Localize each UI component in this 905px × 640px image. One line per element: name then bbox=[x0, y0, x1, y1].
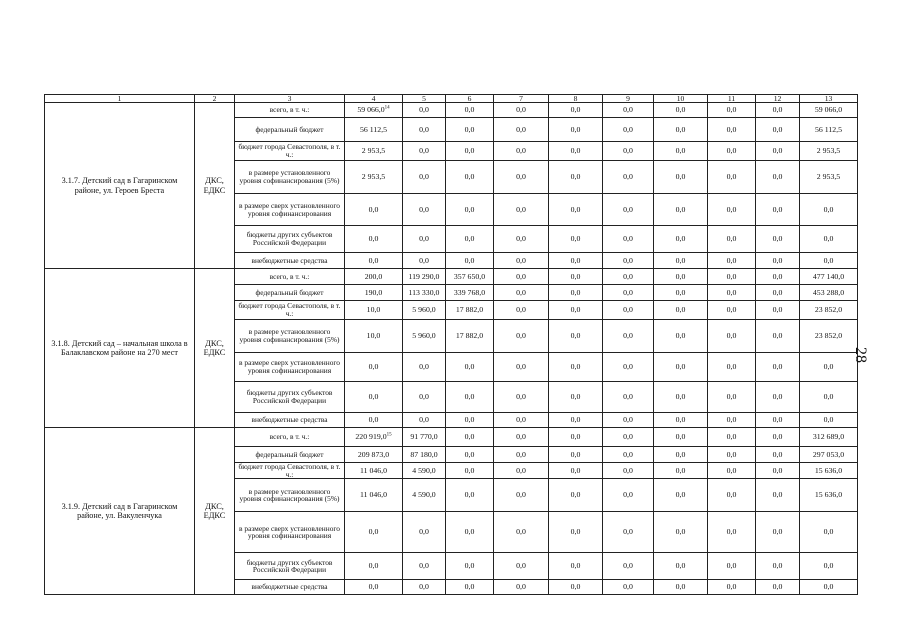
value-cell: 0,0 bbox=[708, 353, 756, 382]
value-cell: 0,0 bbox=[494, 253, 549, 269]
value-cell: 4 590,0 bbox=[403, 463, 446, 479]
value-cell bbox=[345, 194, 403, 226]
value-cell: 0,0 bbox=[494, 226, 549, 253]
value-cell: 0,0 bbox=[708, 580, 756, 595]
value-cell: 0,0 bbox=[708, 253, 756, 269]
value-cell: 23 852,0 bbox=[800, 320, 858, 353]
value-cell: 0,0 bbox=[446, 253, 494, 269]
value-cell: 0,0 bbox=[549, 194, 603, 226]
object-name: 3.1.8. Детский сад – начальная школа в Балаклавском районе на 270 мест bbox=[45, 269, 195, 428]
financing-table bbox=[44, 94, 858, 595]
value-cell: 0,0 bbox=[549, 353, 603, 382]
value-cell: 0,0 bbox=[654, 194, 708, 226]
value-cell: 0,0 bbox=[756, 320, 800, 353]
value-cell: 0,0 bbox=[654, 428, 708, 447]
value-cell: 0,0 bbox=[494, 285, 549, 301]
value-cell: 0,0 bbox=[603, 285, 654, 301]
value-cell: 0,0 bbox=[756, 161, 800, 194]
value-cell bbox=[345, 142, 403, 161]
value-cell bbox=[345, 447, 403, 463]
col-header: 12 bbox=[756, 95, 800, 103]
value-cell: 0,0 bbox=[494, 161, 549, 194]
value-cell: 0,0 bbox=[756, 103, 800, 118]
value-cell bbox=[345, 580, 403, 595]
value-cell: 0,0 bbox=[446, 512, 494, 553]
value-text: 0,0 bbox=[368, 561, 379, 571]
col-header: 3 bbox=[235, 95, 345, 103]
value-cell: 0,0 bbox=[800, 553, 858, 580]
value-cell: 0,0 bbox=[446, 447, 494, 463]
value-cell: 0,0 bbox=[654, 269, 708, 285]
funding-source: федеральный бюджет bbox=[235, 285, 345, 301]
value-cell: 0,0 bbox=[403, 253, 446, 269]
value-cell: 0,0 bbox=[446, 226, 494, 253]
value-cell: 0,0 bbox=[549, 301, 603, 320]
funding-source: федеральный бюджет bbox=[235, 118, 345, 142]
value-text: 0,0 bbox=[368, 527, 379, 537]
value-cell: 0,0 bbox=[403, 194, 446, 226]
funding-source: внебюджетные средства bbox=[235, 580, 345, 595]
value-cell: 0,0 bbox=[494, 382, 549, 413]
value-cell: 0,0 bbox=[549, 253, 603, 269]
value-cell: 0,0 bbox=[800, 512, 858, 553]
value-cell: 0,0 bbox=[654, 512, 708, 553]
value-cell: 0,0 bbox=[654, 226, 708, 253]
value-cell: 0,0 bbox=[708, 382, 756, 413]
value-cell: 15 636,0 bbox=[800, 463, 858, 479]
header-row bbox=[45, 95, 858, 103]
value-text: 0,0 bbox=[368, 255, 379, 265]
value-cell: 0,0 bbox=[549, 463, 603, 479]
value-cell: 0,0 bbox=[494, 428, 549, 447]
value-cell: 0,0 bbox=[756, 118, 800, 142]
value-cell: 0,0 bbox=[494, 142, 549, 161]
value-cell: 0,0 bbox=[494, 413, 549, 428]
value-cell: 0,0 bbox=[603, 512, 654, 553]
col-header: 7 bbox=[494, 95, 549, 103]
value-cell: 0,0 bbox=[549, 269, 603, 285]
value-cell: 0,0 bbox=[708, 142, 756, 161]
funding-source: внебюджетные средства bbox=[235, 413, 345, 428]
value-cell: 0,0 bbox=[756, 285, 800, 301]
funding-source: в размере установленного уровня софинансирования (5%) bbox=[235, 479, 345, 512]
value-cell: 0,0 bbox=[708, 320, 756, 353]
value-cell: 0,0 bbox=[603, 353, 654, 382]
value-cell: 0,0 bbox=[549, 512, 603, 553]
value-cell: 0,0 bbox=[494, 447, 549, 463]
value-cell: 0,0 bbox=[800, 253, 858, 269]
value-cell: 0,0 bbox=[403, 353, 446, 382]
col-header: 8 bbox=[549, 95, 603, 103]
page-number: 28 bbox=[852, 347, 869, 363]
col-header: 4 bbox=[345, 95, 403, 103]
responsible-executor: ДКС, ЕДКС bbox=[195, 103, 235, 269]
value-cell: 0,0 bbox=[603, 447, 654, 463]
value-cell: 477 140,0 bbox=[800, 269, 858, 285]
value-cell bbox=[345, 301, 403, 320]
value-cell: 0,0 bbox=[654, 553, 708, 580]
value-cell: 0,0 bbox=[708, 285, 756, 301]
value-cell: 0,0 bbox=[708, 161, 756, 194]
value-cell: 0,0 bbox=[603, 253, 654, 269]
value-text: 11 046,0 bbox=[360, 490, 387, 500]
value-cell bbox=[345, 226, 403, 253]
value-cell: 59 066,0 bbox=[800, 103, 858, 118]
value-cell: 0,0 bbox=[549, 580, 603, 595]
value-cell: 0,0 bbox=[654, 103, 708, 118]
value-cell: 0,0 bbox=[446, 428, 494, 447]
value-cell: 0,0 bbox=[494, 512, 549, 553]
value-cell: 0,0 bbox=[756, 269, 800, 285]
value-cell: 0,0 bbox=[756, 413, 800, 428]
value-cell: 0,0 bbox=[403, 226, 446, 253]
value-text: 10,0 bbox=[366, 305, 381, 314]
value-cell: 0,0 bbox=[708, 479, 756, 512]
col-header: 13 bbox=[800, 95, 858, 103]
value-cell: 0,0 bbox=[603, 142, 654, 161]
value-cell: 0,0 bbox=[800, 194, 858, 226]
value-cell: 0,0 bbox=[756, 428, 800, 447]
value-cell: 0,0 bbox=[756, 580, 800, 595]
value-cell: 0,0 bbox=[549, 413, 603, 428]
value-cell: 0,0 bbox=[654, 320, 708, 353]
value-cell: 0,0 bbox=[654, 285, 708, 301]
value-cell: 0,0 bbox=[708, 226, 756, 253]
value-cell: 15 636,0 bbox=[800, 479, 858, 512]
value-cell: 0,0 bbox=[494, 103, 549, 118]
value-cell: 0,0 bbox=[654, 118, 708, 142]
funding-source: бюджет города Севастополя, в т. ч.: bbox=[235, 301, 345, 320]
value-cell: 0,0 bbox=[654, 447, 708, 463]
value-cell: 23 852,0 bbox=[800, 301, 858, 320]
funding-source: бюджеты других субъектов Российской Федерации bbox=[235, 226, 345, 253]
value-cell: 0,0 bbox=[708, 269, 756, 285]
funding-source: бюджеты других субъектов Российской Федерации bbox=[235, 382, 345, 413]
value-cell: 0,0 bbox=[549, 161, 603, 194]
value-cell bbox=[345, 463, 403, 479]
col-header: 5 bbox=[403, 95, 446, 103]
value-cell: 0,0 bbox=[446, 413, 494, 428]
value-cell bbox=[345, 553, 403, 580]
value-cell: 0,0 bbox=[403, 118, 446, 142]
value-cell: 0,0 bbox=[446, 553, 494, 580]
value-cell: 0,0 bbox=[654, 580, 708, 595]
value-cell: 0,0 bbox=[603, 118, 654, 142]
value-cell: 0,0 bbox=[800, 413, 858, 428]
value-cell: 0,0 bbox=[654, 161, 708, 194]
value-text: 0,0 bbox=[368, 362, 379, 371]
value-text: 2 953,5 bbox=[361, 172, 386, 181]
value-cell: 0,0 bbox=[549, 285, 603, 301]
value-cell: 0,0 bbox=[446, 161, 494, 194]
value-cell: 0,0 bbox=[654, 142, 708, 161]
col-header: 9 bbox=[603, 95, 654, 103]
value-cell: 0,0 bbox=[756, 447, 800, 463]
value-cell: 0,0 bbox=[756, 553, 800, 580]
value-cell: 0,0 bbox=[403, 512, 446, 553]
value-cell: 0,0 bbox=[549, 447, 603, 463]
funding-source: бюджет города Севастополя, в т. ч.: bbox=[235, 142, 345, 161]
value-cell: 0,0 bbox=[603, 320, 654, 353]
value-cell bbox=[345, 479, 403, 512]
value-cell: 0,0 bbox=[756, 301, 800, 320]
value-cell: 0,0 bbox=[549, 118, 603, 142]
value-cell: 0,0 bbox=[756, 226, 800, 253]
value-cell: 0,0 bbox=[654, 463, 708, 479]
value-cell: 0,0 bbox=[708, 301, 756, 320]
value-cell: 17 882,0 bbox=[446, 320, 494, 353]
value-cell: 0,0 bbox=[403, 103, 446, 118]
value-cell: 0,0 bbox=[403, 382, 446, 413]
value-cell: 0,0 bbox=[708, 103, 756, 118]
value-cell: 0,0 bbox=[603, 226, 654, 253]
value-cell: 0,0 bbox=[708, 553, 756, 580]
value-cell: 0,0 bbox=[494, 118, 549, 142]
value-cell: 0,0 bbox=[446, 194, 494, 226]
value-cell: 0,0 bbox=[494, 580, 549, 595]
value-cell: 0,0 bbox=[654, 253, 708, 269]
value-cell: 0,0 bbox=[549, 479, 603, 512]
value-cell: 5 960,0 bbox=[403, 301, 446, 320]
value-text: 11 046,0 bbox=[360, 465, 387, 475]
value-cell: 0,0 bbox=[654, 353, 708, 382]
value-cell: 0,0 bbox=[800, 226, 858, 253]
value-cell: 0,0 bbox=[446, 479, 494, 512]
value-text: 0,0 bbox=[368, 392, 379, 401]
funding-source: в размере установленного уровня софинансирования (5%) bbox=[235, 161, 345, 194]
value-cell: 0,0 bbox=[403, 553, 446, 580]
value-cell: 0,0 bbox=[756, 382, 800, 413]
value-cell bbox=[345, 413, 403, 428]
funding-source: всего, в т. ч.: bbox=[235, 103, 345, 118]
value-text: 190,0 bbox=[364, 287, 383, 297]
value-cell: 0,0 bbox=[403, 413, 446, 428]
value-cell: 0,0 bbox=[756, 194, 800, 226]
value-cell: 0,0 bbox=[603, 580, 654, 595]
value-cell: 0,0 bbox=[756, 142, 800, 161]
value-cell: 0,0 bbox=[446, 382, 494, 413]
value-cell bbox=[345, 253, 403, 269]
value-cell: 0,0 bbox=[494, 463, 549, 479]
value-cell: 0,0 bbox=[603, 301, 654, 320]
value-cell: 0,0 bbox=[708, 428, 756, 447]
value-cell: 0,0 bbox=[756, 512, 800, 553]
table-row bbox=[45, 103, 858, 118]
value-cell: 0,0 bbox=[494, 269, 549, 285]
col-header: 6 bbox=[446, 95, 494, 103]
value-text: 56 112,5 bbox=[360, 124, 387, 134]
value-cell: 0,0 bbox=[708, 447, 756, 463]
footnote-mark: 14 bbox=[384, 105, 390, 111]
value-cell: 0,0 bbox=[654, 301, 708, 320]
value-cell: 357 650,0 bbox=[446, 269, 494, 285]
value-text: 2 953,5 bbox=[361, 146, 386, 155]
value-cell: 91 770,0 bbox=[403, 428, 446, 447]
value-cell: 0,0 bbox=[708, 512, 756, 553]
value-cell: 0,0 bbox=[800, 353, 858, 382]
funding-source: в размере сверх установленного уровня софинансирования bbox=[235, 194, 345, 226]
value-cell: 0,0 bbox=[494, 353, 549, 382]
col-header: 10 bbox=[654, 95, 708, 103]
value-cell: 0,0 bbox=[603, 194, 654, 226]
value-cell: 0,0 bbox=[446, 103, 494, 118]
funding-source: внебюджетные средства bbox=[235, 253, 345, 269]
value-cell: 0,0 bbox=[800, 382, 858, 413]
responsible-executor: ДКС, ЕДКС bbox=[195, 269, 235, 428]
funding-source: всего, в т. ч.: bbox=[235, 269, 345, 285]
table-row bbox=[45, 269, 858, 285]
value-cell: 0,0 bbox=[549, 226, 603, 253]
value-cell: 0,0 bbox=[549, 320, 603, 353]
value-cell: 4 590,0 bbox=[403, 479, 446, 512]
value-cell: 0,0 bbox=[446, 580, 494, 595]
value-cell: 0,0 bbox=[603, 479, 654, 512]
value-text: 200,0 bbox=[364, 271, 383, 281]
value-cell: 0,0 bbox=[446, 463, 494, 479]
value-cell: 0,0 bbox=[756, 479, 800, 512]
value-cell: 0,0 bbox=[708, 413, 756, 428]
responsible-executor: ДКС, ЕДКС bbox=[195, 428, 235, 595]
value-cell: 2 953,5 bbox=[800, 142, 858, 161]
value-cell: 0,0 bbox=[603, 413, 654, 428]
value-cell: 0,0 bbox=[494, 553, 549, 580]
value-text: 0,0 bbox=[368, 204, 379, 214]
value-cell: 0,0 bbox=[549, 553, 603, 580]
value-cell: 297 053,0 bbox=[800, 447, 858, 463]
value-cell: 0,0 bbox=[654, 382, 708, 413]
value-cell: 0,0 bbox=[549, 428, 603, 447]
funding-source: в размере сверх установленного уровня софинансирования bbox=[235, 512, 345, 553]
value-cell bbox=[345, 320, 403, 353]
value-cell: 0,0 bbox=[446, 118, 494, 142]
value-cell bbox=[345, 161, 403, 194]
value-text: 0,0 bbox=[368, 234, 379, 243]
funding-source: федеральный бюджет bbox=[235, 447, 345, 463]
col-header: 11 bbox=[708, 95, 756, 103]
value-cell bbox=[345, 285, 403, 301]
value-text: 0,0 bbox=[368, 582, 379, 592]
funding-source: бюджеты других субъектов Российской Федерации bbox=[235, 553, 345, 580]
value-cell: 17 882,0 bbox=[446, 301, 494, 320]
value-cell: 0,0 bbox=[403, 580, 446, 595]
funding-source: в размере установленного уровня софинансирования (5%) bbox=[235, 320, 345, 353]
value-cell: 0,0 bbox=[403, 142, 446, 161]
value-text: 209 873,0 bbox=[357, 449, 390, 459]
value-cell: 0,0 bbox=[603, 553, 654, 580]
value-cell bbox=[345, 118, 403, 142]
value-cell: 0,0 bbox=[708, 194, 756, 226]
value-cell: 339 768,0 bbox=[446, 285, 494, 301]
value-cell: 0,0 bbox=[756, 463, 800, 479]
value-cell: 0,0 bbox=[403, 161, 446, 194]
col-header: 1 bbox=[45, 95, 195, 103]
value-cell: 56 112,5 bbox=[800, 118, 858, 142]
col-header: 2 bbox=[195, 95, 235, 103]
value-cell: 0,0 bbox=[654, 479, 708, 512]
value-cell bbox=[345, 512, 403, 553]
value-cell: 0,0 bbox=[756, 353, 800, 382]
value-cell: 0,0 bbox=[654, 413, 708, 428]
value-cell bbox=[345, 428, 403, 447]
value-cell: 0,0 bbox=[603, 161, 654, 194]
object-name: 3.1.9. Детский сад в Гагаринском районе, ул. Вакуленчука bbox=[45, 428, 195, 595]
value-cell: 453 288,0 bbox=[800, 285, 858, 301]
object-name: 3.1.7. Детский сад в Гагаринском районе, ул. Героев Бреста bbox=[45, 103, 195, 269]
table-row bbox=[45, 428, 858, 447]
value-cell: 0,0 bbox=[549, 382, 603, 413]
value-cell: 113 330,0 bbox=[403, 285, 446, 301]
value-cell: 0,0 bbox=[549, 103, 603, 118]
value-cell: 2 953,5 bbox=[800, 161, 858, 194]
value-cell: 0,0 bbox=[800, 580, 858, 595]
value-cell: 0,0 bbox=[446, 142, 494, 161]
value-cell: 0,0 bbox=[446, 353, 494, 382]
footnote-mark: 15 bbox=[386, 432, 392, 438]
value-text: 10,0 bbox=[366, 331, 381, 340]
value-cell bbox=[345, 382, 403, 413]
value-text: 0,0 bbox=[368, 415, 379, 424]
value-cell: 0,0 bbox=[549, 142, 603, 161]
value-cell: 0,0 bbox=[756, 253, 800, 269]
value-cell: 0,0 bbox=[494, 479, 549, 512]
funding-source: в размере сверх установленного уровня софинансирования bbox=[235, 353, 345, 382]
value-cell: 0,0 bbox=[603, 103, 654, 118]
value-cell: 0,0 bbox=[494, 194, 549, 226]
value-cell: 5 960,0 bbox=[403, 320, 446, 353]
value-cell: 0,0 bbox=[708, 118, 756, 142]
funding-source: бюджет города Севастополя, в т. ч.: bbox=[235, 463, 345, 479]
value-cell: 0,0 bbox=[494, 320, 549, 353]
value-text: 59 066,0 bbox=[357, 105, 385, 114]
value-cell bbox=[345, 103, 403, 118]
value-cell: 0,0 bbox=[603, 428, 654, 447]
value-cell: 119 290,0 bbox=[403, 269, 446, 285]
value-cell: 0,0 bbox=[708, 463, 756, 479]
value-cell: 0,0 bbox=[603, 382, 654, 413]
funding-source: всего, в т. ч.: bbox=[235, 428, 345, 447]
value-cell: 0,0 bbox=[603, 269, 654, 285]
value-cell: 0,0 bbox=[494, 301, 549, 320]
value-cell bbox=[345, 269, 403, 285]
value-cell: 0,0 bbox=[603, 463, 654, 479]
value-cell: 312 689,0 bbox=[800, 428, 858, 447]
value-cell bbox=[345, 353, 403, 382]
value-cell: 87 180,0 bbox=[403, 447, 446, 463]
value-text: 220 919,0 bbox=[355, 432, 387, 441]
